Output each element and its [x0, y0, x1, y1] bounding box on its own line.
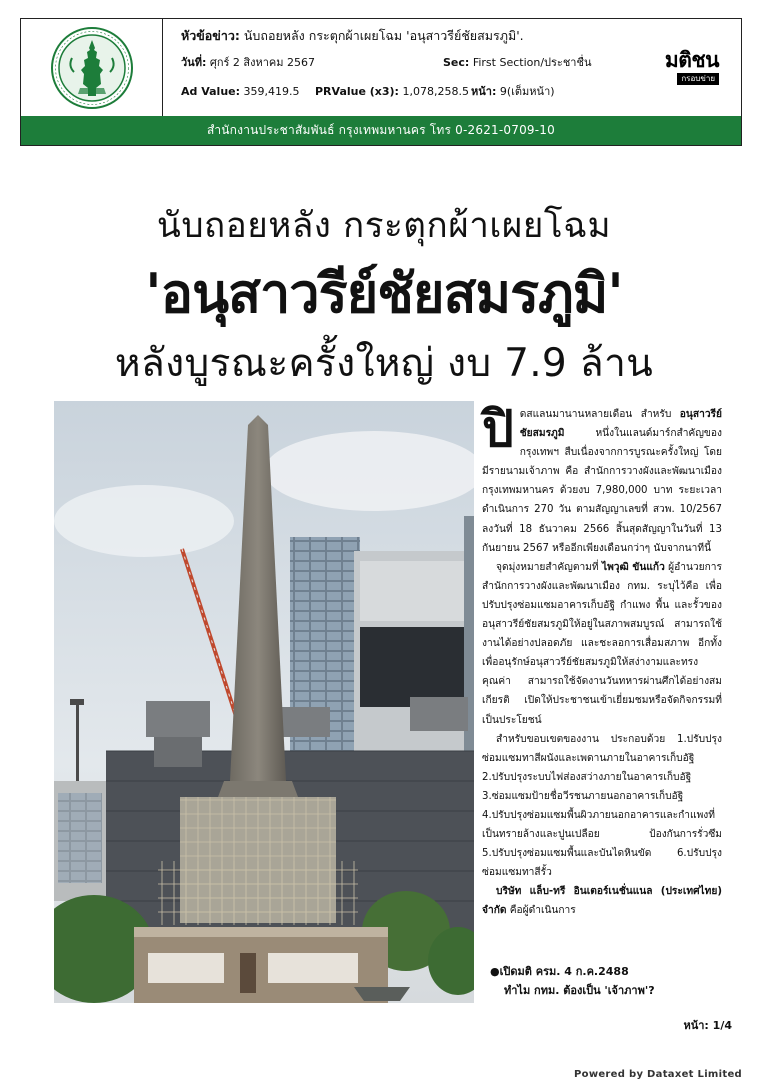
- publisher-block: [593, 19, 741, 116]
- prvalue-label: PRValue (x3):: [315, 85, 399, 98]
- headline-label: หัวข้อข่าว:: [181, 28, 240, 43]
- page-counter: หน้า: 1/4: [683, 1019, 732, 1032]
- publisher-edition: กรอบข่าย: [677, 73, 719, 85]
- clipping-meta: [163, 19, 593, 116]
- contractor-name: บริษัท แล็บ-ทรี อินเตอร์เนชั่นแนล (ประเทศไทย) จำกัด: [482, 886, 722, 917]
- clipping-header: [20, 18, 742, 146]
- ad-value: 359,419.5: [243, 85, 300, 98]
- bma-seal-logo: [50, 26, 134, 110]
- date-label: วันที่:: [181, 56, 207, 69]
- teaser-line-1: [490, 962, 730, 981]
- prvalue-row: [315, 85, 469, 98]
- paragraph-3: สำหรับขอบเขตของงาน ประกอบด้วย 1.ปรับปรุงซ่อมแซมทาสีผนังและเพดานภายในอาคารเก็บอัฐิ 2.ปรับปรุงระบบไฟส่องสว่างภายในอาคารเก็บอัฐิ 3.ซ่อมแซมป้ายชื่อวีรชนภายนอกอาคารเก็บอัฐิ 4.ปรับปรุงซ่อมแซมพื้นผิวภายนอกอาคารและกำแพงที่เป็นทรายล้างและปูนเปลือย ป้องกันการรั่วซึม 5.ปรับปรุงซ่อมแซมพื้นและบันไดหินขัด 6.ปรับปรุงซ่อมแซมทาสีรั้ว: [482, 733, 722, 879]
- monument-photo: [54, 401, 474, 1003]
- sec-label: Sec:: [443, 56, 470, 69]
- page-value: 9(เต็มหน้า): [499, 85, 555, 98]
- date-row: [181, 56, 315, 69]
- sec-value: First Section/ประชาชื่น: [472, 56, 592, 69]
- headline-line-1: นับถอยหลัง กระตุกผ้าเผยโฉม: [156, 206, 612, 246]
- publisher-name: มติชน: [664, 48, 719, 73]
- page-row: [471, 85, 555, 98]
- related-story-teaser: [490, 962, 730, 1000]
- agency-contact-bar: สำนักงานประชาสัมพันธ์ กรุงเทพมหานคร โทร 0-2621-0709-10: [21, 116, 741, 145]
- paragraph-1: [482, 400, 722, 558]
- bullet-icon: ●: [490, 965, 500, 978]
- paragraph-4: [482, 882, 722, 920]
- article-body: [482, 400, 722, 921]
- teaser-title: เปิดมติ ครม. 4 ก.ค.2488: [499, 965, 629, 978]
- drop-cap: ปิ: [482, 400, 514, 458]
- ad-value-label: Ad Value:: [181, 85, 241, 98]
- teaser-line-2: [490, 981, 730, 1000]
- bma-logo-cell: [21, 19, 163, 116]
- monument-illustration: [54, 401, 474, 1003]
- director-name: ไพวุฒิ ขันแก้ว: [601, 561, 665, 573]
- powered-by: Powered by Dataxet Limited: [574, 1069, 742, 1080]
- page-label: หน้า:: [471, 85, 497, 98]
- paragraph-1-lead: ดสแลนมานานหลายเดือน สำหรับ: [519, 409, 672, 420]
- ad-value-row: [181, 85, 300, 98]
- paragraph-4-rest: คือผู้ดำเนินการ: [506, 905, 576, 917]
- headline-value: นับถอยหลัง กระตุกผ้าเผยโฉม 'อนุสาวรีย์ชัยสมรภูมิ'.: [243, 28, 524, 43]
- paragraph-2: [482, 558, 722, 730]
- paragraph-1-rest: หนึ่งในแลนด์มาร์กสำคัญของกรุงเทพฯ สืบเนื่องจากการบูรณะครั้งใหญ่ โดยมีรายนามเจ้าภาพ คือ สำนักการวางผังและพัฒนาเมือง กรุงเทพมหานคร ด้วยงบ 7,980,000 บาท ระยะเวลาดำเนินการ 270 วัน ตามสัญญาเลขที่ สวพ. 10/2567 ลงวันที่ 18 ธันวาคม 2566 สิ้นสุดสัญญาในวันที่ 13 กันยายน 2567 หรืออีกเพียงเดือนกว่าๆ นับจากนาทีนี้: [482, 428, 722, 554]
- prvalue: 1,078,258.5: [402, 85, 469, 98]
- headline-line-2: 'อนุสาวรีย์ชัยสมรภูมิ': [145, 262, 623, 325]
- headline-line-3: หลังบูรณะครั้งใหญ่ งบ 7.9 ล้าน: [114, 341, 654, 386]
- paragraph-2-lead: จุดมุ่งหมายสำคัญตามที่: [496, 561, 602, 573]
- monument-name: อนุสาวรีย์ชัยสมรภูมิ: [519, 409, 722, 440]
- teaser-subtitle: ทำไม กทม. ต้องเป็น 'เจ้าภาพ'?: [504, 984, 655, 997]
- date-value: ศุกร์ 2 สิงหาคม 2567: [209, 56, 316, 69]
- section-row: [443, 56, 591, 69]
- headline-row: [181, 28, 524, 43]
- paragraph-2-rest: ผู้อำนวยการสำนักการวางผังและพัฒนาเมือง กทม. ระบุไว้คือ เพื่อปรับปรุงซ่อมแซมอาคารเก็บอัฐิ กำแพง พื้น และรั้วของอนุสาวรีย์ชัยสมรภูมิให้อยู่ในสภาพสมบูรณ์ สามารถใช้งานได้อย่างปลอดภัย และชะลอการเสื่อมสภาพ อีกทั้งเพื่ออนุรักษ์อนุสาวรีย์ชัยสมรภูมิให้สง่างามและทรงคุณค่า สามารถใช้จัดงานวันทหารผ่านศึกได้อย่างสมเกียรติ เปิดให้ประชาชนเข้าเยี่ยมชมหรือจัดกิจกรรมที่เป็นประโยชน์: [482, 561, 722, 726]
